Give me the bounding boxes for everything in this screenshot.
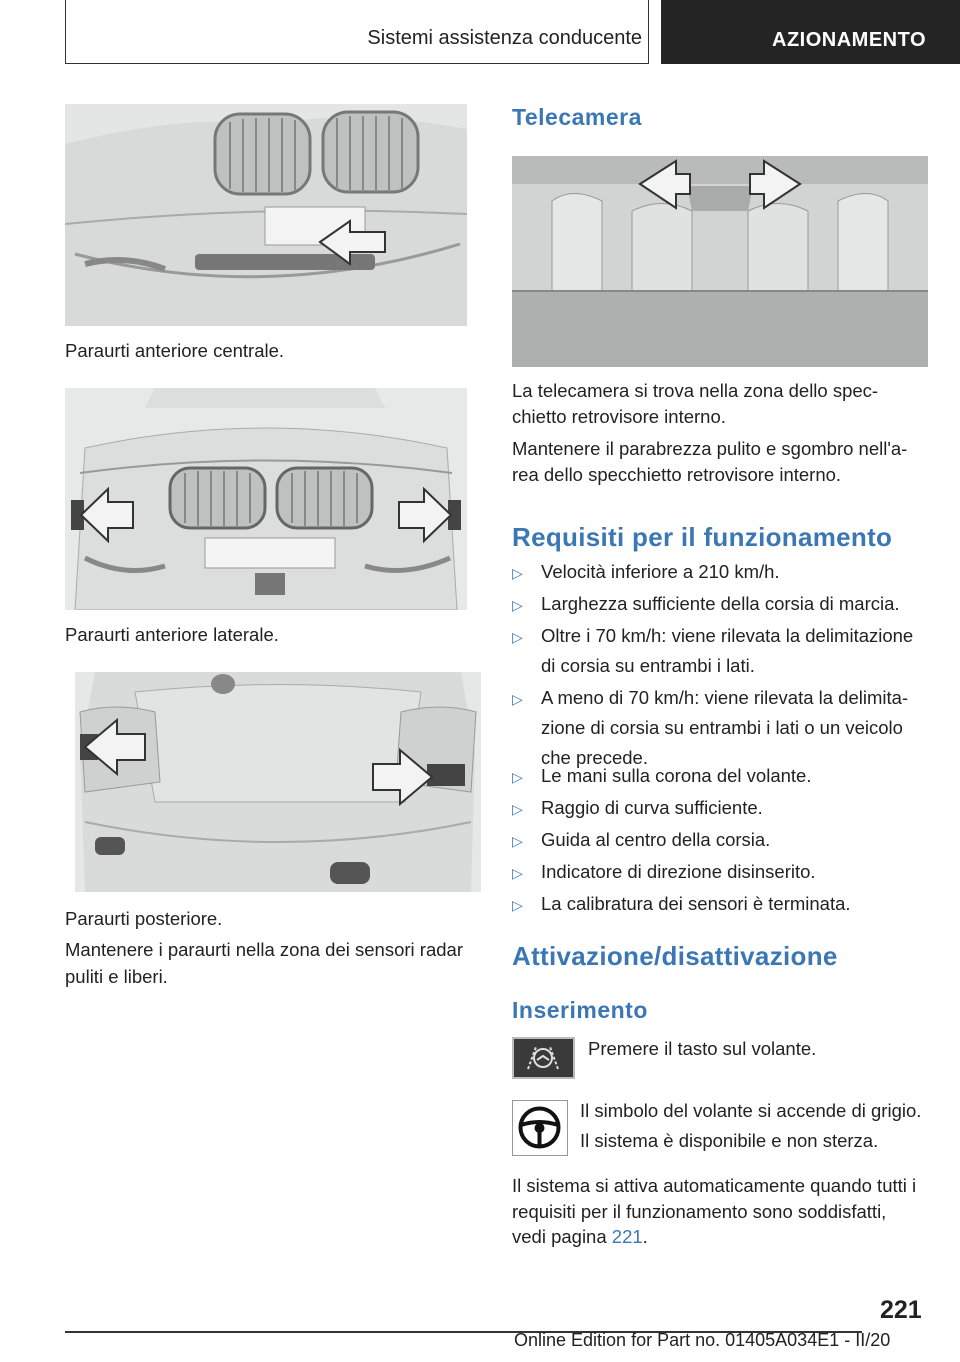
radar-sensor-note-line2: puliti e liberi. [65, 966, 168, 987]
activation-heading: Attivazione/disattivazione [512, 941, 838, 971]
list-item-text: Velocità inferiore a 210 km/h. [541, 561, 780, 582]
figure-rear-bumper [75, 672, 481, 892]
list-item [512, 793, 932, 823]
bullet-triangle-icon: ▷ [512, 865, 523, 881]
figure-rear-bumper-caption: Paraurti posteriore. [65, 908, 223, 929]
list-item [512, 857, 932, 887]
bullet-triangle-icon: ▷ [512, 597, 523, 613]
list-item [512, 589, 932, 619]
list-item [512, 621, 932, 681]
list-item [512, 825, 932, 855]
page-number: 221 [880, 1296, 922, 1324]
symbol-text2: Il sistema è disponibile e non sterza. [580, 1130, 879, 1151]
bullet-triangle-icon: ▷ [512, 801, 523, 817]
auto-activation-suffix: . [642, 1226, 648, 1247]
list-item-text: che precede. [541, 747, 648, 768]
camera-text2-line1: Mantenere il parabrezza pulito e sgombro nell'a- [512, 438, 908, 459]
list-item [512, 683, 932, 773]
list-item-text: zione di corsia su entrambi i lati o un veicolo [541, 717, 903, 738]
enable-heading: Inserimento [512, 997, 648, 1023]
steering-assist-button-icon [512, 1037, 575, 1079]
list-item-text: La calibratura dei sensori è terminata. [541, 893, 851, 914]
list-item-text: Larghezza sufficiente della corsia di marcia. [541, 593, 900, 614]
figure-front-bumper-center-caption: Paraurti anteriore centrale. [65, 340, 285, 361]
bullet-triangle-icon: ▷ [512, 691, 523, 707]
auto-activation-line3 [512, 1222, 648, 1252]
camera-heading: Telecamera [512, 104, 642, 130]
bullet-triangle-icon: ▷ [512, 769, 523, 785]
footer-edition: Online Edition for Part no. 01405A034E1 - II/20 [514, 1330, 891, 1350]
radar-sensor-note-line1: Mantenere i paraurti nella zona dei sensori radar [65, 939, 463, 960]
camera-text1-line1: La telecamera si trova nella zona dello spec- [512, 380, 879, 401]
auto-activation-line1: Il sistema si attiva automaticamente quando tutti i [512, 1175, 917, 1196]
list-item [512, 761, 932, 791]
camera-text1-line2: chietto retrovisore interno. [512, 406, 726, 427]
auto-activation-prefix: vedi pagina [512, 1226, 612, 1247]
figure-camera [512, 156, 928, 367]
header-section-title: Sistemi assistenza conducente [367, 27, 642, 49]
bullet-triangle-icon: ▷ [512, 629, 523, 645]
auto-activation-line2: requisiti per il funzionamento sono soddisfatti, [512, 1201, 887, 1222]
header-chapter-tab [661, 0, 960, 64]
figure-front-bumper-lateral [65, 388, 467, 610]
bullet-triangle-icon: ▷ [512, 833, 523, 849]
figure-front-bumper-lateral-caption: Paraurti anteriore laterale. [65, 624, 279, 645]
list-item-text: di corsia su entrambi i lati. [541, 655, 755, 676]
camera-text2-line2: rea dello specchietto retrovisore interno. [512, 464, 842, 485]
press-button-text: Premere il tasto sul volante. [588, 1038, 817, 1059]
steering-wheel-icon [512, 1100, 568, 1156]
bullet-triangle-icon: ▷ [512, 897, 523, 913]
list-item-text: Le mani sulla corona del volante. [541, 765, 812, 786]
requirements-heading: Requisiti per il funzionamento [512, 522, 893, 552]
list-item [512, 557, 932, 587]
list-item-text: Oltre i 70 km/h: viene rilevata la delimitazione [541, 625, 914, 646]
list-item-text: A meno di 70 km/h: viene rilevata la delimita- [541, 687, 909, 708]
list-item-text: Raggio di curva sufficiente. [541, 797, 763, 818]
list-item-text: Indicatore di direzione disinserito. [541, 861, 816, 882]
symbol-text1: Il simbolo del volante si accende di grigio. [580, 1100, 922, 1121]
page-reference-link[interactable]: 221 [611, 1226, 643, 1247]
bullet-triangle-icon: ▷ [512, 565, 523, 581]
figure-front-bumper-center [65, 104, 467, 326]
list-item [512, 889, 932, 919]
header-chapter-title: AZIONAMENTO [772, 29, 927, 51]
list-item-text: Guida al centro della corsia. [541, 829, 771, 850]
